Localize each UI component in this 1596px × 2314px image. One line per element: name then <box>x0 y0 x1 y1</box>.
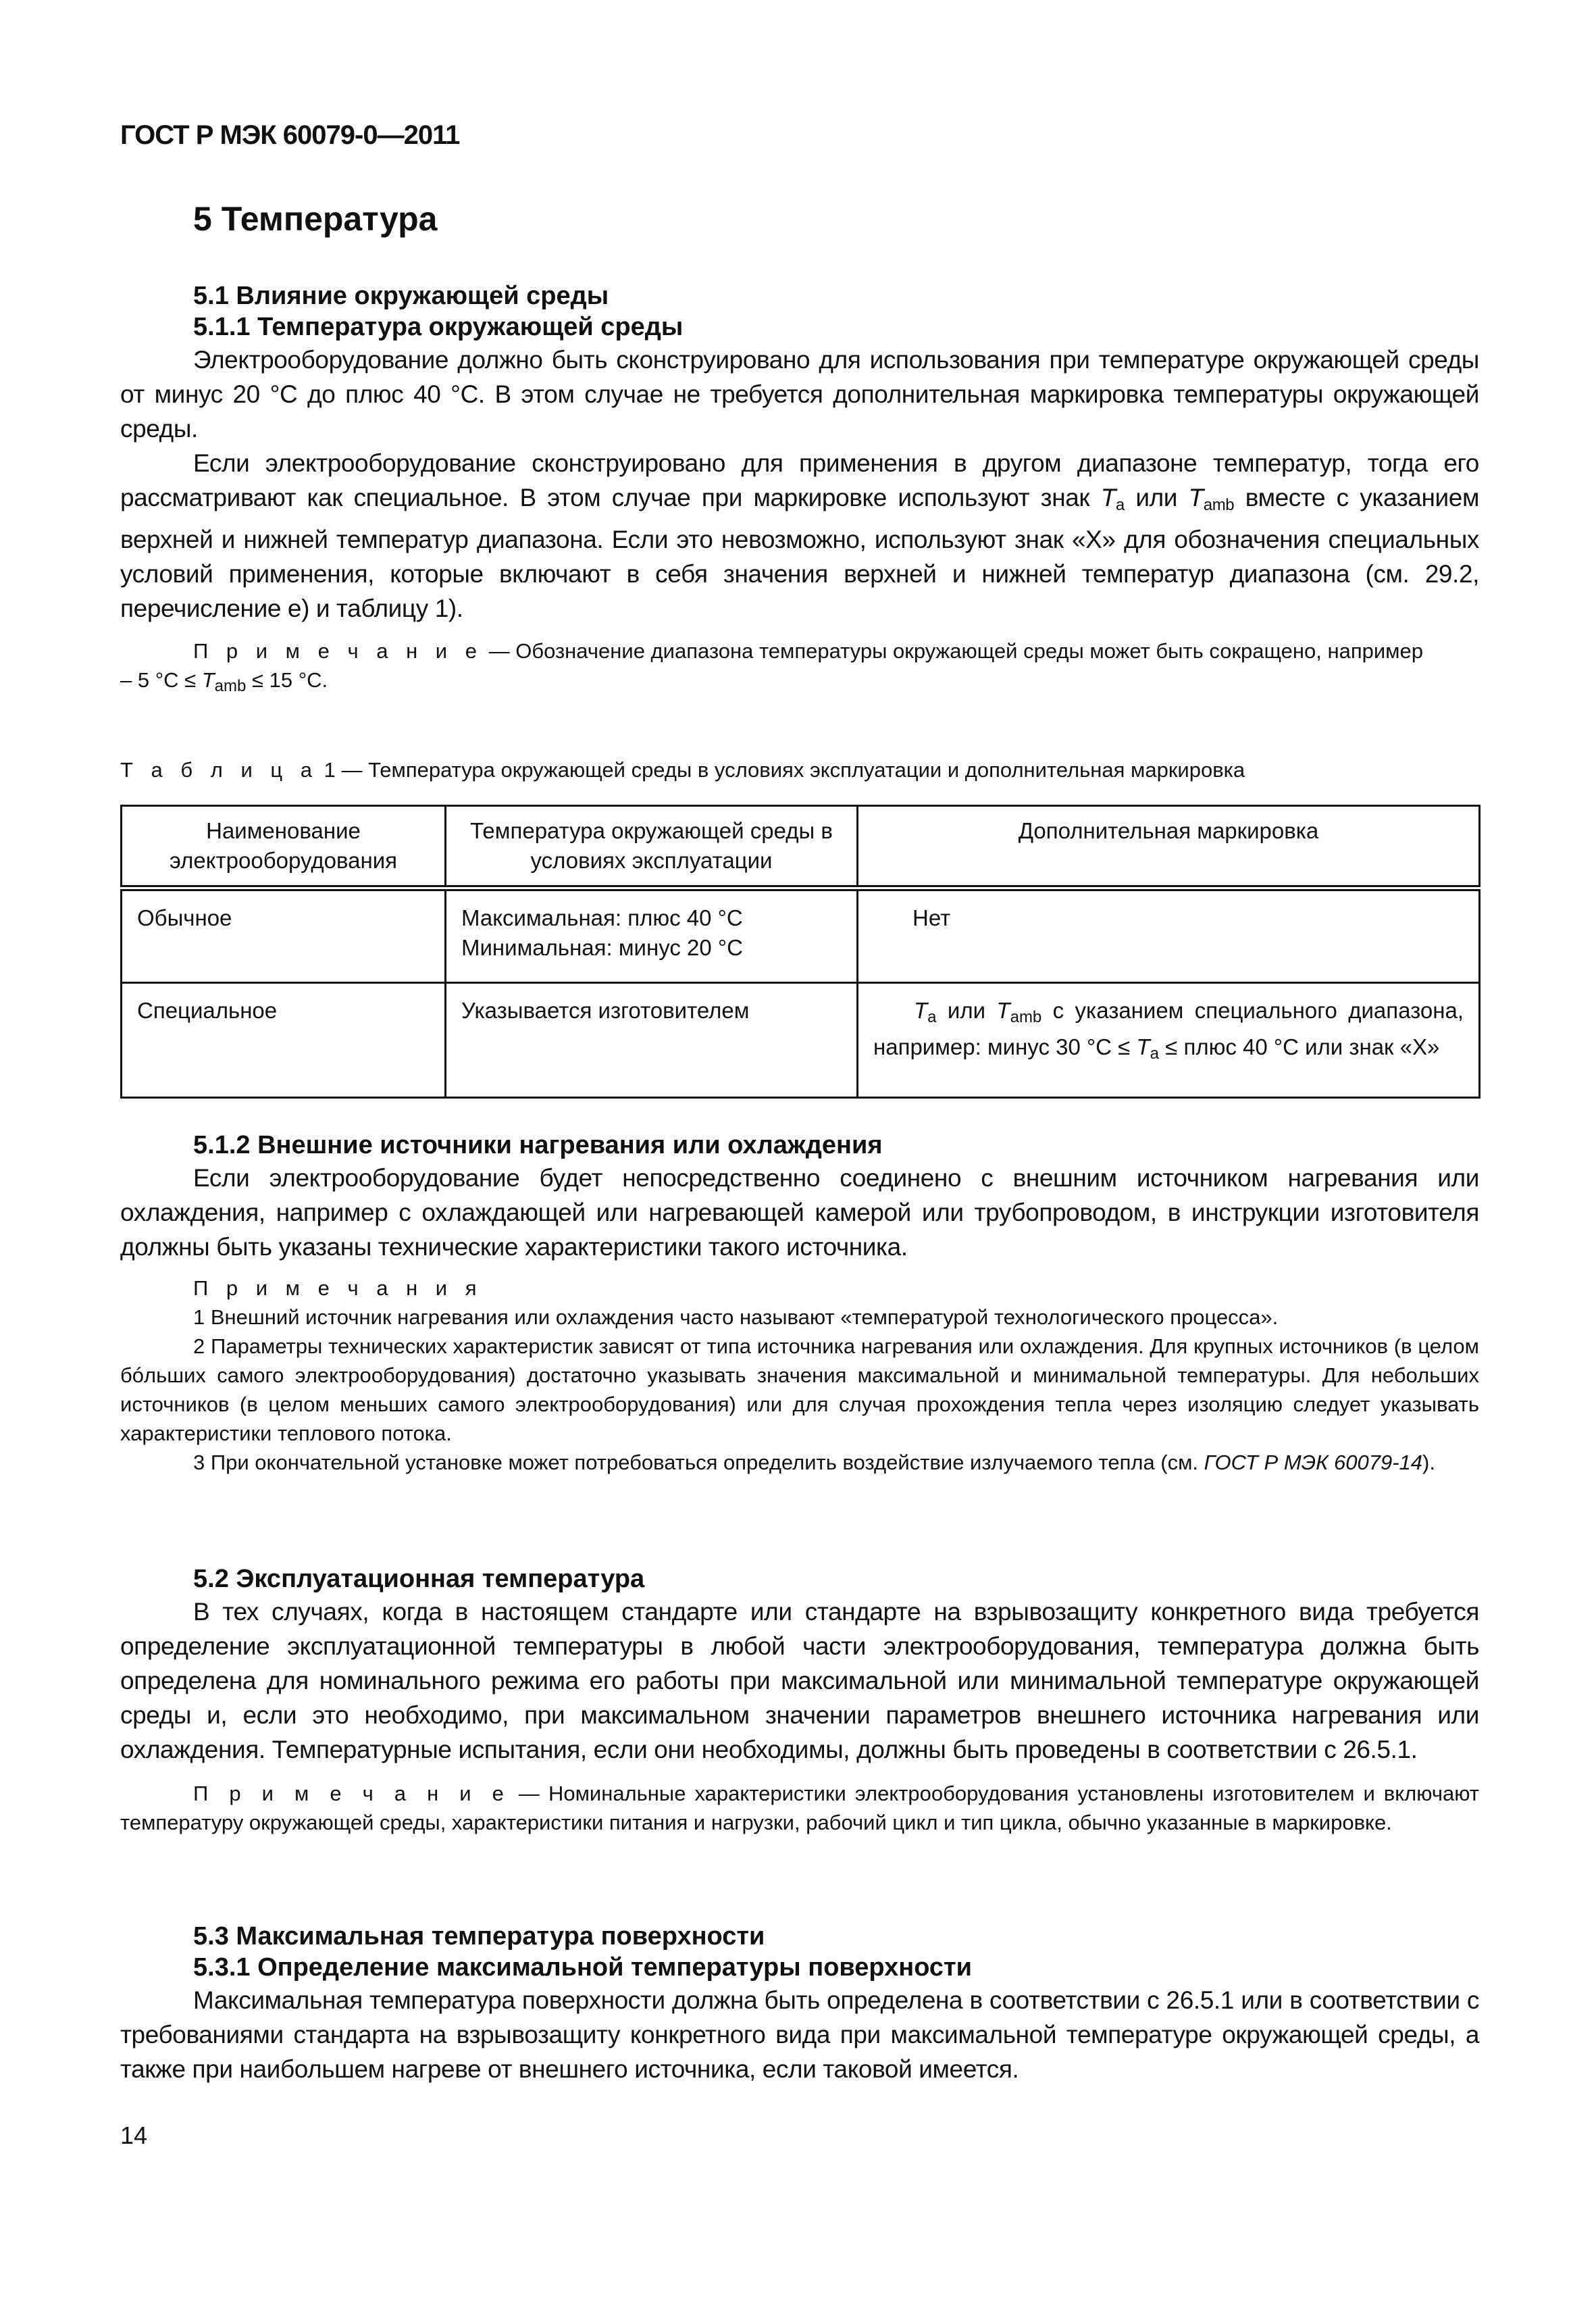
paragraph: Если электрооборудование будет непосредственно соединено с внешним источником нагревания или охлаждения, например с охлаждающей или нагревающей камерой или трубопроводом, в инструкции изготовителя должны быть указаны технические характеристики такого источника. <box>120 1164 1479 1261</box>
table-1 <box>120 805 1481 1099</box>
section-5-2-title: 5.2 Эксплуатационная температура <box>193 1565 645 1593</box>
note: П р и м е ч а н и е — Обозначение диапазона температуры окружающей среды может быть сокращено, например <box>193 639 1423 663</box>
table-1-block <box>120 755 1479 1099</box>
standard-header: ГОСТ Р МЭК 60079-0—2011 <box>120 120 460 150</box>
page-number: 14 <box>120 2121 148 2149</box>
section-5-1-1-title: 5.1.1 Температура окружающей среды <box>193 313 684 341</box>
section-5-title: 5 Температура <box>193 200 438 238</box>
section-5-3 <box>120 1921 1479 2086</box>
note-3: 3 При окончательной установке может потребоваться определить воздействие излучаемого тепла (см. ГОСТ Р МЭК 60079-14). <box>193 1451 1435 1474</box>
column-header: Температура окружающей среды в условиях эксплуатации <box>446 806 858 888</box>
note-2: 2 Параметры технических характеристик зависят от типа источника нагревания или охлаждения. Для крупных источников (в целом бóльших самого электрооборудования) достаточно указывать значения максимальной и минимальной температуры. Для небольших источников (в целом меньших самого электрооборудования) или для случая прохождения тепла через изоляцию следует указывать характеристики теплового потока. <box>120 1334 1479 1445</box>
paragraph: Если электрооборудование сконструировано для применения в другом диапазоне температур, тогда его рассматривают как специальное. В этом случае при маркировке используют знак $T_a$ или $T_{amb}$ вместе с указанием верхней и нижней температур диапазона. Если это невозможно, используют знак «X» для обозначения специальных условий применения, которые включают в себя значения верхней и нижней температур диапазона (см. 29.2, перечисление е) и таблицу 1). <box>120 449 1479 622</box>
paragraph: Электрооборудование должно быть сконструировано для использования при температуре окружающей среды от минус 20 °С до плюс 40 °С. В этом случае не требуется дополнительная маркировка температуры окружающей среды. <box>120 346 1479 443</box>
section-5-1-title: 5.1 Влияние окружающей среды <box>193 282 609 310</box>
note: П р и м е ч а н и е — Номинальные характеристики электрооборудования установлены изготовителем и включают температуру окружающей среды, характеристики питания и нагрузки, рабочий цикл и тип цикла, обычно указанные в маркировке. <box>120 1782 1479 1834</box>
note-example: – 5 $^\circ С \le T_{amb} \le 15$ °С. <box>120 668 328 695</box>
table-caption: Т а б л и ц а 1 — Температура окружающей среды в условиях эксплуатации и дополнительная маркировка <box>120 758 1245 782</box>
table-row: Обычное Максимальная: плюс 40 °С Минимальная: минус 20 °С Нет <box>122 888 1480 983</box>
section-5-3-1-title: 5.3.1 Определение максимальной температуры поверхности <box>193 1953 973 1982</box>
paragraph: Максимальная температура поверхности должна быть определена в соответствии с 26.5.1 или в соответствии с требованиями стандарта на взрывозащиту конкретного вида при максимальной температуре окружающей среды, а также при наибольшем нагреве от внешнего источника, если таковой имеется. <box>120 1986 1479 2083</box>
section-5-3-title: 5.3 Максимальная температура поверхности <box>193 1922 765 1951</box>
column-header: Дополнительная маркировка <box>858 806 1480 888</box>
table-row: Специальное Указывается изготовителем $T_a$ или $T_{amb}$ с указанием специального диапазона, например: минус 30 $^\circ С \le T_a$ ≤ плюс 40 °С или знак «X» <box>122 983 1480 1098</box>
section-5-1-2 <box>120 1130 1479 1477</box>
column-header: Наименование электрооборудования <box>122 806 446 888</box>
paragraph: В тех случаях, когда в настоящем стандарте или стандарте на взрывозащиту конкретного вида требуется определение эксплуатационной температуры в любой части электрооборудования, температура должна быть определена для номинального режима его работы при максимальной или минимальной температуре окружающей среды и, если это необходимо, при максимальном значении параметров внешнего источника нагревания или охлаждения. Температурные испытания, если они необходимы, должны быть проведены в соответствии с 26.5.1. <box>120 1598 1479 1763</box>
section-5-1-2-title: 5.1.2 Внешние источники нагревания или охлаждения <box>193 1131 883 1159</box>
section-5-1 <box>120 280 1479 701</box>
section-5-2 <box>120 1563 1479 1837</box>
note-1: 1 Внешний источник нагревания или охлаждения часто называют «температурой технологического процесса». <box>193 1305 1279 1329</box>
notes-label: П р и м е ч а н и я <box>193 1276 483 1300</box>
